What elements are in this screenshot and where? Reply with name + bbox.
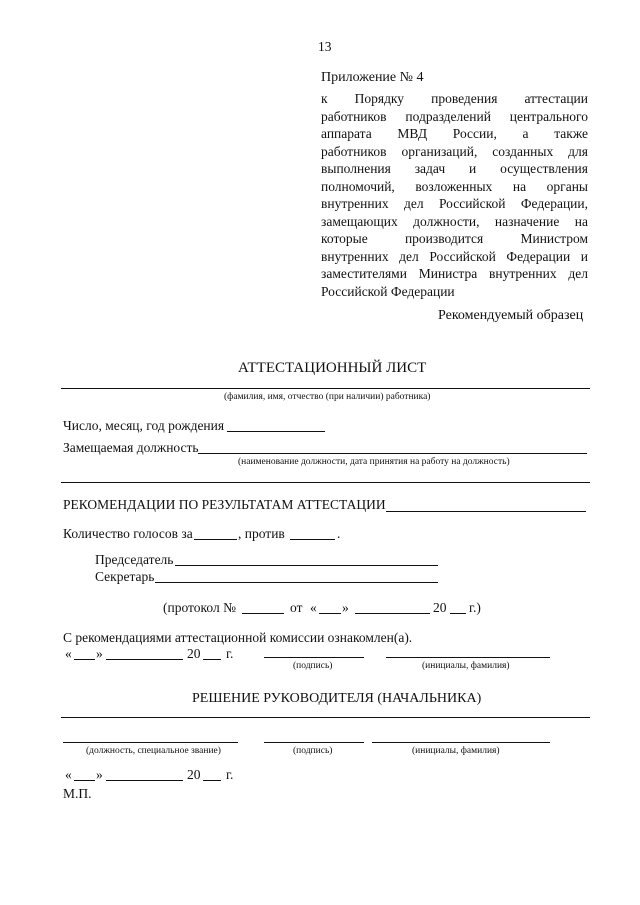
decision-month-line[interactable] [106, 780, 183, 781]
protocol-year-line[interactable] [450, 613, 466, 614]
protocol-year-suffix: г.) [469, 600, 481, 615]
birth-date-label: Число, месяц, год рождения [63, 418, 225, 433]
protocol-year-prefix: 20 [433, 600, 447, 615]
page-number: 13 [318, 39, 332, 54]
appendix-line: внутренних дел Российской Федерации, [321, 196, 588, 211]
ack-initials-caption: (инициалы, фамилия) [422, 661, 510, 671]
recommendations-label: РЕКОМЕНДАЦИИ ПО РЕЗУЛЬТАТАМ АТТЕСТАЦИИ [63, 497, 386, 512]
appendix-title: Приложение № 4 [321, 70, 424, 85]
chair-label: Председатель [95, 552, 174, 567]
quote-open: « [310, 600, 317, 615]
recommendations-field-line[interactable] [386, 511, 586, 512]
protocol-number-line[interactable] [242, 613, 284, 614]
appendix-line: полномочий, возложенных на органы [321, 178, 588, 194]
head-signature-line[interactable] [264, 742, 364, 743]
ack-signature-caption: (подпись) [293, 661, 333, 671]
appendix-line: работников подразделений центрального [321, 108, 588, 124]
appendix-line: замещающих должности, назначение на [321, 213, 588, 229]
decision-year-suffix: г. [226, 767, 234, 782]
protocol-from-label: от [290, 600, 303, 615]
position-field-line[interactable] [198, 453, 587, 454]
stamp-place-label: М.П. [63, 786, 92, 801]
protocol-day-line[interactable] [319, 613, 341, 614]
head-initials-caption: (инициалы, фамилия) [412, 746, 500, 756]
secretary-field-line[interactable] [155, 582, 438, 583]
fio-caption: (фамилия, имя, отчество (при наличии) работника) [224, 392, 431, 402]
ack-month-line[interactable] [106, 659, 183, 660]
position-caption: (наименование должности, дата принятия на работу на должность) [238, 457, 510, 467]
quote-close: » [96, 646, 103, 661]
ack-day-line[interactable] [74, 659, 95, 660]
appendix-line: аппарата МВД России, а также [321, 126, 588, 141]
votes-for-label: Количество голосов за [63, 526, 193, 541]
secretary-label: Секретарь [95, 569, 155, 584]
head-position-line[interactable] [63, 742, 238, 743]
ack-year-prefix: 20 [187, 646, 201, 661]
appendix-line: выполнения задач и осуществления [321, 161, 588, 176]
votes-period: . [337, 526, 341, 541]
decision-title: РЕШЕНИЕ РУКОВОДИТЕЛЯ (НАЧАЛЬНИКА) [192, 691, 482, 706]
ack-initials-line[interactable] [386, 657, 550, 658]
appendix-line: внутренних дел Российской Федерации и [321, 248, 588, 264]
quote-open: « [65, 646, 72, 661]
votes-against-label: , против [238, 526, 285, 541]
votes-against-field-line[interactable] [290, 539, 335, 540]
appendix-line: которые производится Министром [321, 231, 588, 246]
quote-close: » [96, 767, 103, 782]
decision-field-line[interactable] [61, 717, 590, 718]
decision-day-line[interactable] [74, 780, 95, 781]
appendix-line: заместителями Министра внутренних дел [321, 266, 588, 281]
protocol-month-line[interactable] [355, 613, 430, 614]
chair-field-line[interactable] [175, 565, 438, 566]
quote-close: » [342, 600, 349, 615]
head-position-caption: (должность, специальное звание) [86, 746, 221, 756]
head-signature-caption: (подпись) [293, 746, 333, 756]
appendix-line: работников организаций, созданных для [321, 143, 588, 159]
acquainted-text: С рекомендациями аттестационной комиссии ознакомлен(а). [63, 630, 413, 645]
ack-year-line[interactable] [203, 659, 221, 660]
position-label: Замещаемая должность [63, 440, 199, 455]
decision-year-line[interactable] [203, 780, 221, 781]
votes-for-field-line[interactable] [194, 539, 237, 540]
recommended-sample-label: Рекомендуемый образец [438, 308, 584, 323]
head-initials-line[interactable] [372, 742, 550, 743]
ack-signature-line[interactable] [264, 657, 364, 658]
appendix-line: к Порядку проведения аттестации [321, 91, 588, 106]
appendix-description [321, 90, 588, 300]
protocol-label: (протокол № [163, 600, 236, 615]
quote-open: « [65, 767, 72, 782]
position-field-line-2[interactable] [61, 482, 590, 483]
fio-field-line[interactable] [61, 388, 590, 389]
birth-date-field-line[interactable] [227, 431, 325, 432]
ack-year-suffix: г. [226, 646, 234, 661]
form-title: АТТЕСТАЦИОННЫЙ ЛИСТ [238, 360, 427, 376]
decision-year-prefix: 20 [187, 767, 201, 782]
appendix-line: Российской Федерации [321, 283, 455, 299]
